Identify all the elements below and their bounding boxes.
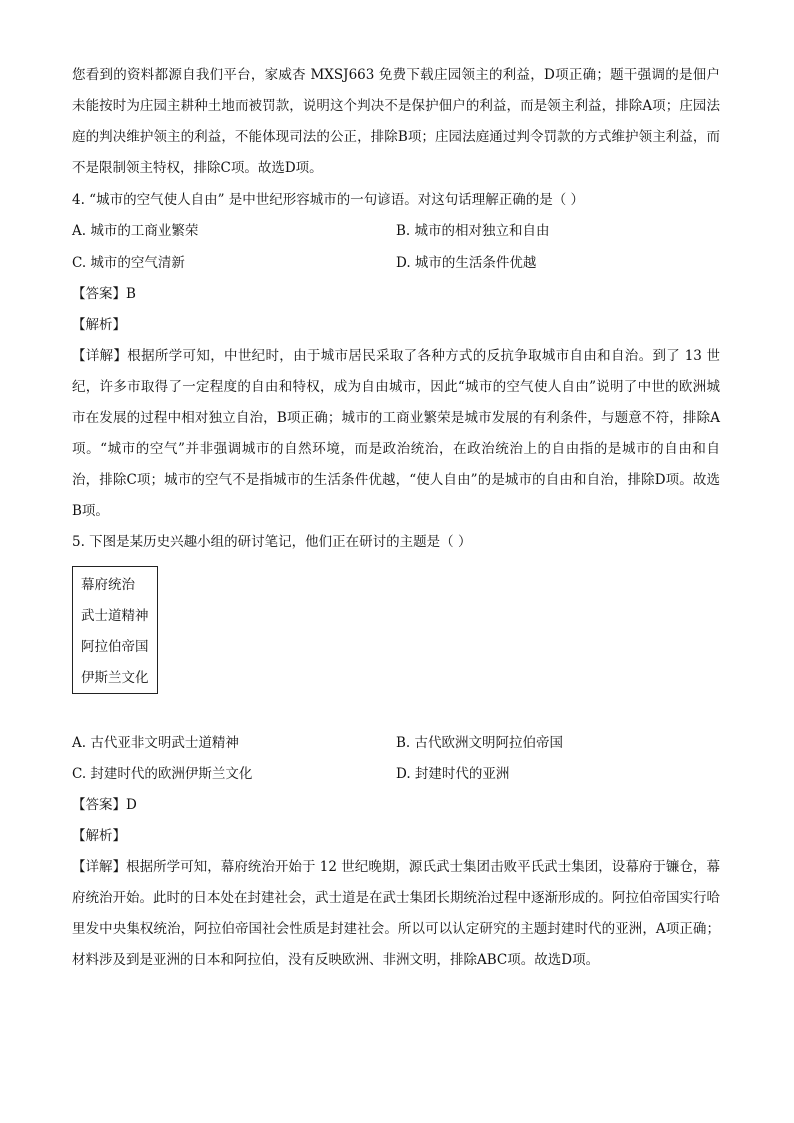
- question-5-answer: 【答案】D: [72, 797, 137, 813]
- question-5-stem: 5. 下图是某历史兴趣小组的研讨笔记，他们正在研讨的主题是（ ）: [72, 534, 472, 550]
- note-item: 伊斯兰文化: [81, 670, 149, 686]
- question-4-detail: 【详解】根据所学可知，中世纪时，由于城市居民采取了各种方式的反抗争取城市自由和自治。到了 13 世纪，许多市取得了一定程度的自由和特权，成为自由城市，因此“城市的空气使人自由”说明了中世的欧洲城市在发展的过程中相对独立自治，B项正确；城市的工商业繁荣是城市发展的有利条件，与题意不符，排除A项。“城市的空气”并非强调城市的自然环境，而是政治统治，在政治统治上的自由指的是城市的自由和自治，排除C项；城市的空气不是指城市的生活条件优越，“使人自由”的是城市的自由和自治，排除D项。故选B项。: [72, 348, 720, 519]
- previous-answer-paragraph: 您看到的资料都源自我们平台，家威杏 MXSJ663 免费下载庄园领主的利益，D项正确；题干强调的是佃户未能按时为庄园主耕种土地而被罚款，说明这个判决不是保护佃户的利益，而是领主利益，排除A项；庄园法庭的判决维护领主的利益，不能体现司法的公正，排除B项；庄园法庭通过判令罚款的方式维护领主利益，而不是限制领主特权，排除C项。故选D项。: [72, 67, 720, 176]
- question-4-option-c: C. 城市的空气清新: [72, 255, 185, 271]
- question-4-answer: 【答案】B: [72, 286, 136, 302]
- note-item: 武士道精神: [81, 608, 149, 624]
- question-4-option-d: D. 城市的生活条件优越: [396, 255, 537, 271]
- question-4-analysis-label: 【解析】: [72, 317, 126, 333]
- study-note-box: [72, 566, 158, 694]
- question-5-analysis-label: 【解析】: [72, 828, 126, 844]
- question-5-option-b: B. 古代欧洲文明阿拉伯帝国: [396, 735, 564, 751]
- question-5-options-row-1: [72, 728, 720, 759]
- question-4-options-row-2: [72, 248, 720, 279]
- question-5-detail: 【详解】根据所学可知，幕府统治开始于 12 世纪晚期，源氏武士集团击败平氏武士集团，设幕府于镰仓，幕府统治开始。此时的日本处在封建社会，武士道是在武士集团长期统治过程中逐渐形成的。阿拉伯帝国实行哈里发中央集权统治，阿拉伯帝国社会性质是封建社会。所以可以认定研究的主题封建时代的亚洲，A项正确；材料涉及到是亚洲的日本和阿拉伯，没有反映欧洲、非洲文明，排除ABC项。故选D项。: [72, 859, 720, 968]
- question-5-option-c: C. 封建时代的欧洲伊斯兰文化: [72, 766, 253, 782]
- question-5-option-a: A. 古代亚非文明武士道精神: [72, 735, 239, 751]
- note-item: 阿拉伯帝国: [81, 639, 149, 655]
- question-4-option-b: B. 城市的相对独立和自由: [396, 223, 550, 239]
- note-item: 幕府统治: [81, 577, 135, 593]
- question-4-options-row-1: [72, 216, 720, 247]
- question-5-options-row-2: [72, 759, 720, 790]
- question-5-option-d: D. 封建时代的亚洲: [396, 766, 510, 782]
- question-4-stem: 4. “城市的空气使人自由” 是中世纪形容城市的一句谚语。对这句话理解正确的是（ ）: [72, 192, 585, 208]
- question-4-option-a: A. 城市的工商业繁荣: [72, 223, 199, 239]
